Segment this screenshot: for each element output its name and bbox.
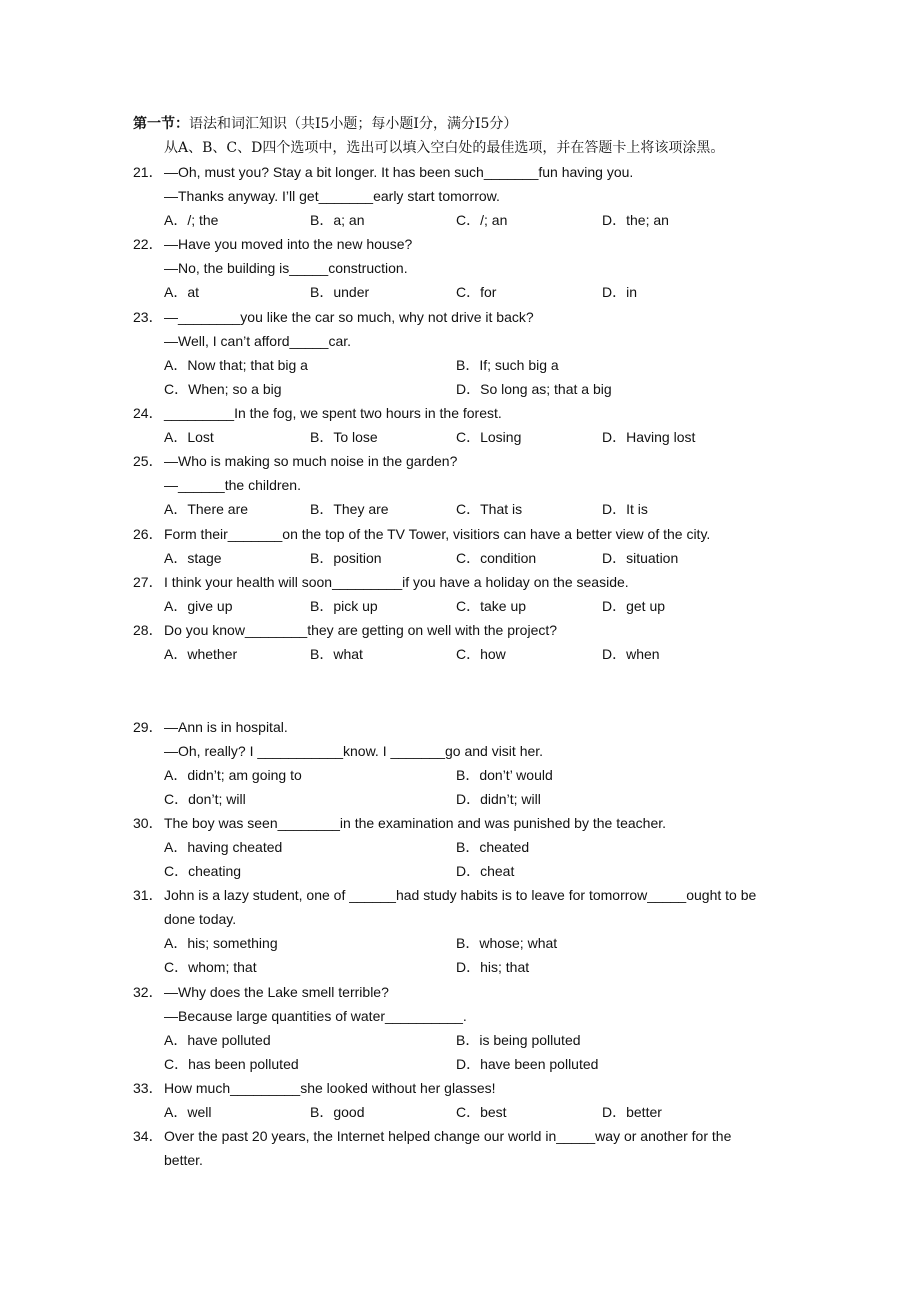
question-text: I think your health will soon_________if you have a holiday on the seaside. [164,574,629,590]
option-c: C．When; so a big [164,381,282,397]
option-d: D．situation [602,550,679,566]
question-text: —______the children. [164,477,301,493]
option-a: A．stage [164,550,222,566]
question-text: done today. [164,911,237,927]
option-b: B．whose; what [456,935,558,951]
question-number: 27． [133,574,163,590]
option-c: C．whom; that [164,959,257,975]
option-b: B．don’t’ would [456,767,553,783]
option-b: B．pick up [310,598,378,614]
option-a: A．Now that; that big a [164,357,308,373]
option-d: D．in [602,284,638,300]
question-text: Form their_______on the top of the TV Tower, visitiors can have a better view of the city. [164,526,711,542]
option-a: A．didn’t; am going to [164,767,302,783]
option-a: A．well [164,1104,212,1120]
question-text: better. [164,1152,203,1168]
option-a: A．give up [164,598,233,614]
option-c: C．don’t; will [164,791,246,807]
option-c: C．for [456,284,497,300]
option-d: D．Having lost [602,429,696,445]
option-d: D．cheat [456,863,515,879]
question-number: 33． [133,1080,163,1096]
question-text: _________In the fog, we spent two hours in the forest. [164,405,502,421]
option-d: D．So long as; that a big [456,381,612,397]
question-text: —Thanks anyway. I’ll get_______early start tomorrow. [164,188,500,204]
question-number: 24． [133,405,163,421]
question-text: —Why does the Lake smell terrible? [164,984,389,1000]
option-c: C．cheating [164,863,242,879]
question-text: —Oh, must you? Stay a bit longer. It has been such_______fun having you. [164,164,634,180]
option-a: A．There are [164,501,249,517]
section-title-label: 第一节： [133,116,189,132]
section-title [133,114,517,133]
option-b: B．cheated [456,839,530,855]
option-c: C．condition [456,550,537,566]
question-text: —No, the building is_____construction. [164,260,408,276]
option-c: C．take up [456,598,527,614]
question-number: 32． [133,984,163,1000]
option-b: B．what [310,646,363,662]
option-d: D．have been polluted [456,1056,599,1072]
option-b: B．under [310,284,370,300]
option-c: C．has been polluted [164,1056,299,1072]
option-a: A．whether [164,646,238,662]
question-text: Over the past 20 years, the Internet helped change our world in_____way or another for the [164,1128,732,1144]
option-b: B．good [310,1104,365,1120]
option-c: C．best [456,1104,507,1120]
option-a: A．Lost [164,429,214,445]
section-instruction: 从A、B、C、D四个选项中，选出可以填入空白处的最佳选项，并在答题卡上将该项涂黑。 [164,140,725,156]
option-d: D．the; an [602,212,669,228]
question-text: —Who is making so much noise in the garden? [164,453,458,469]
option-d: D．didn’t; will [456,791,541,807]
option-b: B．position [310,550,382,566]
option-b: B．They are [310,501,389,517]
question-text: —________you like the car so much, why not drive it back? [164,309,534,325]
question-number: 22． [133,236,163,252]
question-text: —Have you moved into the new house? [164,236,413,252]
question-number: 34． [133,1128,163,1144]
question-number: 23． [133,309,163,325]
question-text: —Well, I can’t afford_____car. [164,333,352,349]
question-text: Do you know________they are getting on well with the project? [164,622,558,638]
option-d: D．It is [602,501,648,517]
question-number: 21． [133,164,163,180]
option-c: C．/; an [456,212,508,228]
option-c: C．That is [456,501,523,517]
option-a: A．/; the [164,212,219,228]
section-title-text: 语法和词汇知识（共I5小题；每小题I分，满分I5分） [189,116,518,132]
option-b: B．is being polluted [456,1032,581,1048]
option-c: C．how [456,646,506,662]
question-text: How much_________she looked without her glasses! [164,1080,496,1096]
question-text: John is a lazy student, one of ______had study habits is to leave for tomorrow_____ought to be [164,887,757,903]
option-b: B．a; an [310,212,365,228]
question-number: 31． [133,887,163,903]
option-d: D．get up [602,598,666,614]
option-b: B．If; such big a [456,357,559,373]
option-d: D．his; that [456,959,530,975]
option-b: B．To lose [310,429,378,445]
question-text: —Ann is in hospital. [164,719,288,735]
option-a: A．having cheated [164,839,283,855]
question-number: 28． [133,622,163,638]
question-number: 29． [133,719,163,735]
option-c: C．Losing [456,429,522,445]
option-d: D．better [602,1104,662,1120]
option-a: A．his; something [164,935,278,951]
option-a: A．at [164,284,200,300]
question-number: 26． [133,526,163,542]
question-text: —Oh, really? I ___________know. I _______go and visit her. [164,743,544,759]
question-number: 25． [133,453,163,469]
option-d: D．when [602,646,660,662]
option-a: A．have polluted [164,1032,271,1048]
question-text: —Because large quantities of water__________. [164,1008,467,1024]
question-text: The boy was seen________in the examination and was punished by the teacher. [164,815,667,831]
question-number: 30． [133,815,163,831]
